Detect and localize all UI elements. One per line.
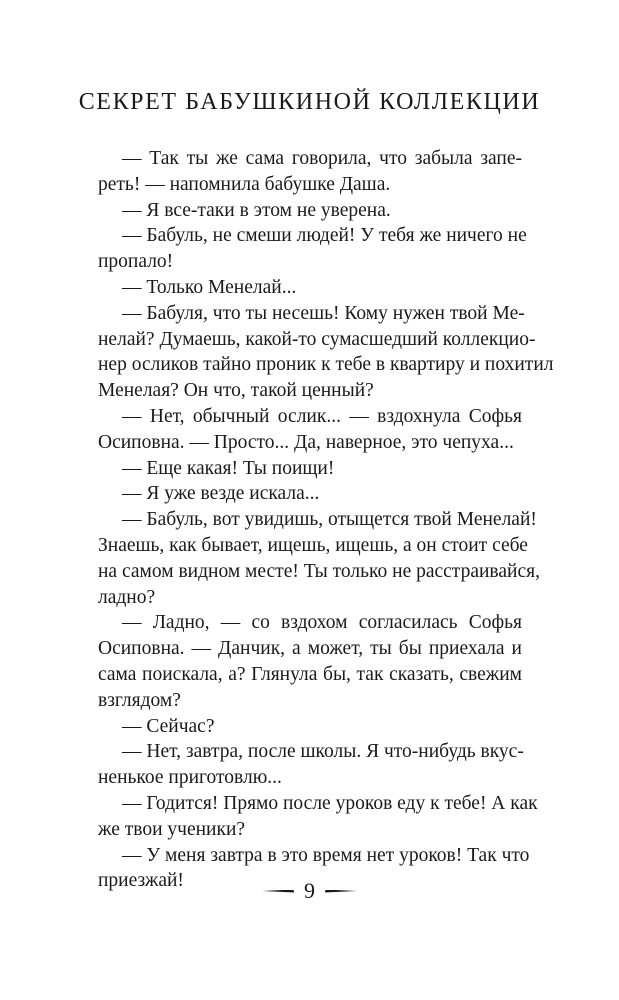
text-line: — Так ты же сама говорила, что забыла запе- <box>122 148 522 169</box>
text-line: нер осликов тайно проник к тебе в квартиру и похитил <box>98 354 554 376</box>
text-line: — Бабуля, что ты несешь! Кому нужен твой Ме- <box>122 302 525 324</box>
folio-ornament-left <box>262 890 294 893</box>
text-line: — У меня завтра в это время нет уроков! Так что <box>122 844 530 866</box>
text-line: — Я все-таки в этом не уверена. <box>122 199 391 221</box>
text-line: сама поискала, а? Глянула бы, так сказать, свежим <box>98 663 522 685</box>
text-line: же твои ученики? <box>98 818 246 840</box>
body-text <box>98 146 554 894</box>
text-line: нелай? Думаешь, какой-то сумасшедший коллекцио- <box>98 328 536 350</box>
text-line: пропало! <box>98 251 174 273</box>
running-title: СЕКРЕТ БАБУШКИНОЙ КОЛЛЕКЦИИ <box>78 89 541 115</box>
text-line: реть! — напомнила бабушке Даша. <box>98 173 391 195</box>
text-line: — Сейчас? <box>122 715 215 737</box>
text-line: — Бабуль, вот увидишь, отыщется твой Менелай! <box>122 509 537 531</box>
text-line: взглядом? <box>98 689 181 711</box>
text-line: на самом видном месте! Ты только не расстраивайся, <box>98 560 540 582</box>
text-line: — Ладно, — со вздохом согласилась Софья <box>122 612 522 634</box>
text-line: — Годится! Прямо после уроков еду к тебе! А как <box>122 792 538 814</box>
page-footer <box>0 876 619 906</box>
text-line: Менелая? Он что, такой ценный? <box>98 380 374 402</box>
text-line: ненькое приготовлю... <box>98 767 282 789</box>
text-line: — Нет, завтра, после школы. Я что-нибудь вкус- <box>122 741 524 763</box>
text-line: Знаешь, как бывает, ищешь, ищешь, а он стоит себе <box>98 534 528 556</box>
text-line: — Только Менелай... <box>122 276 297 298</box>
text-line: — Нет, обычный ослик... — вздохнула Софья <box>122 405 522 427</box>
text-line: — Еще какая! Ты поищи! <box>122 457 335 479</box>
text-line: Осиповна. — Данчик, а может, ты бы приехала и <box>98 638 522 660</box>
text-line: ладно? <box>98 586 156 608</box>
text-line: — Я уже везде искала... <box>122 483 320 505</box>
text-line: — Бабуль, не смеши людей! У тебя же ничего не <box>122 225 527 247</box>
text-line: приезжай! <box>98 870 184 892</box>
folio-ornament-right <box>325 890 357 893</box>
page-number: 9 <box>304 878 315 903</box>
text-line: Осиповна. — Просто... Да, наверное, это чепуха... <box>98 431 514 453</box>
